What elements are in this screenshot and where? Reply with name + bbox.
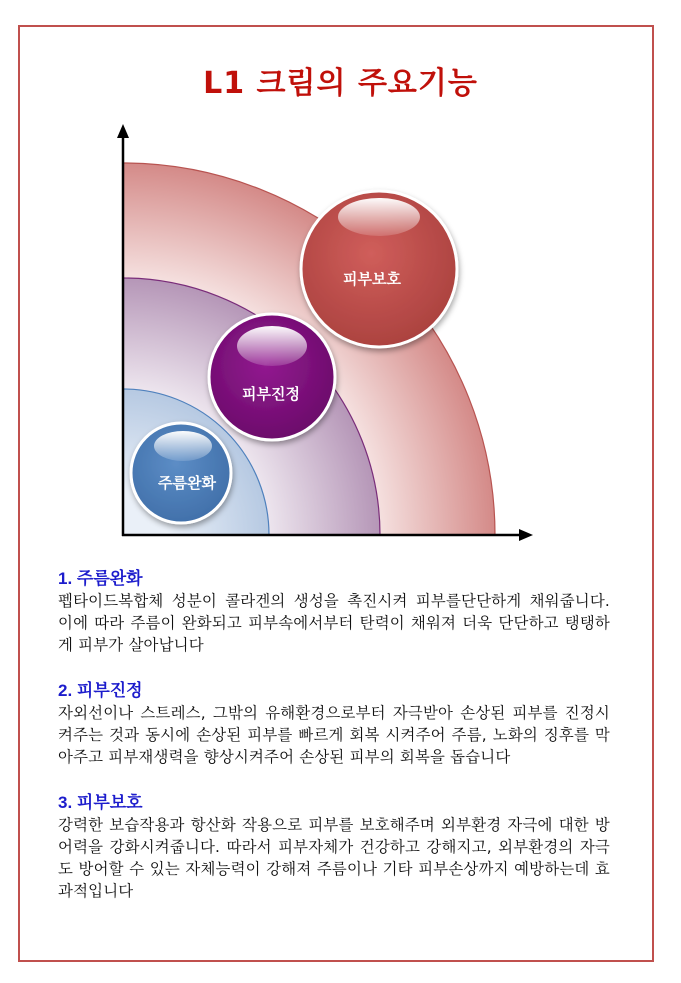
section-body: 자외선이나 스트레스, 그밖의 유해환경으로부터 자극받아 손상된 피부를 진정시켜주는 것과 동시에 손상된 피부를 빠르게 회복 시켜주어 주름, 노화의 징후를 막아주고 피부재생력을 향상시켜주어 손상된 피부의 회복을 돕습니다 [58, 704, 610, 766]
section-heading: 3. 피부보호 [58, 793, 143, 812]
description-sections [58, 564, 610, 922]
gloss-highlight [237, 326, 307, 366]
x-axis-arrow-icon [519, 529, 533, 541]
section-wrinkle-relief [58, 564, 610, 656]
page-title: L1 크림의 주요기능 [203, 66, 478, 101]
section-heading: 1. 주름완화 [58, 569, 143, 588]
circle-label-skin-soothing: 피부진정 [242, 385, 300, 403]
section-skin-protection [58, 788, 610, 902]
section-body: 펩타이드복합체 성분이 콜라겐의 생성을 촉진시켜 피부를단단하게 채워줍니다. 이에 따라 주름이 완화되고 피부속에서부터 탄력이 채워져 더욱 단단하고 탱탱하게 피부가 살아납니다 [58, 592, 610, 654]
gloss-highlight [154, 431, 212, 461]
section-body: 강력한 보습작용과 항산화 작용으로 피부를 보호해주며 외부환경 자극에 대한 방어력을 강화시켜줍니다. 따라서 피부자체가 건강하고 강해지고, 외부환경의 자극도 방어할 수 있는 자체능력이 강해져 주름이나 기타 피부손상까지 예방하는데 효과적입니다 [58, 816, 610, 900]
circle-label-skin-protection: 피부보호 [343, 270, 401, 288]
section-skin-soothing [58, 676, 610, 768]
y-axis-arrow-icon [117, 124, 129, 138]
section-heading: 2. 피부진정 [58, 681, 143, 700]
gloss-highlight [338, 198, 420, 236]
circle-label-wrinkle-relief: 주름완화 [158, 474, 216, 492]
